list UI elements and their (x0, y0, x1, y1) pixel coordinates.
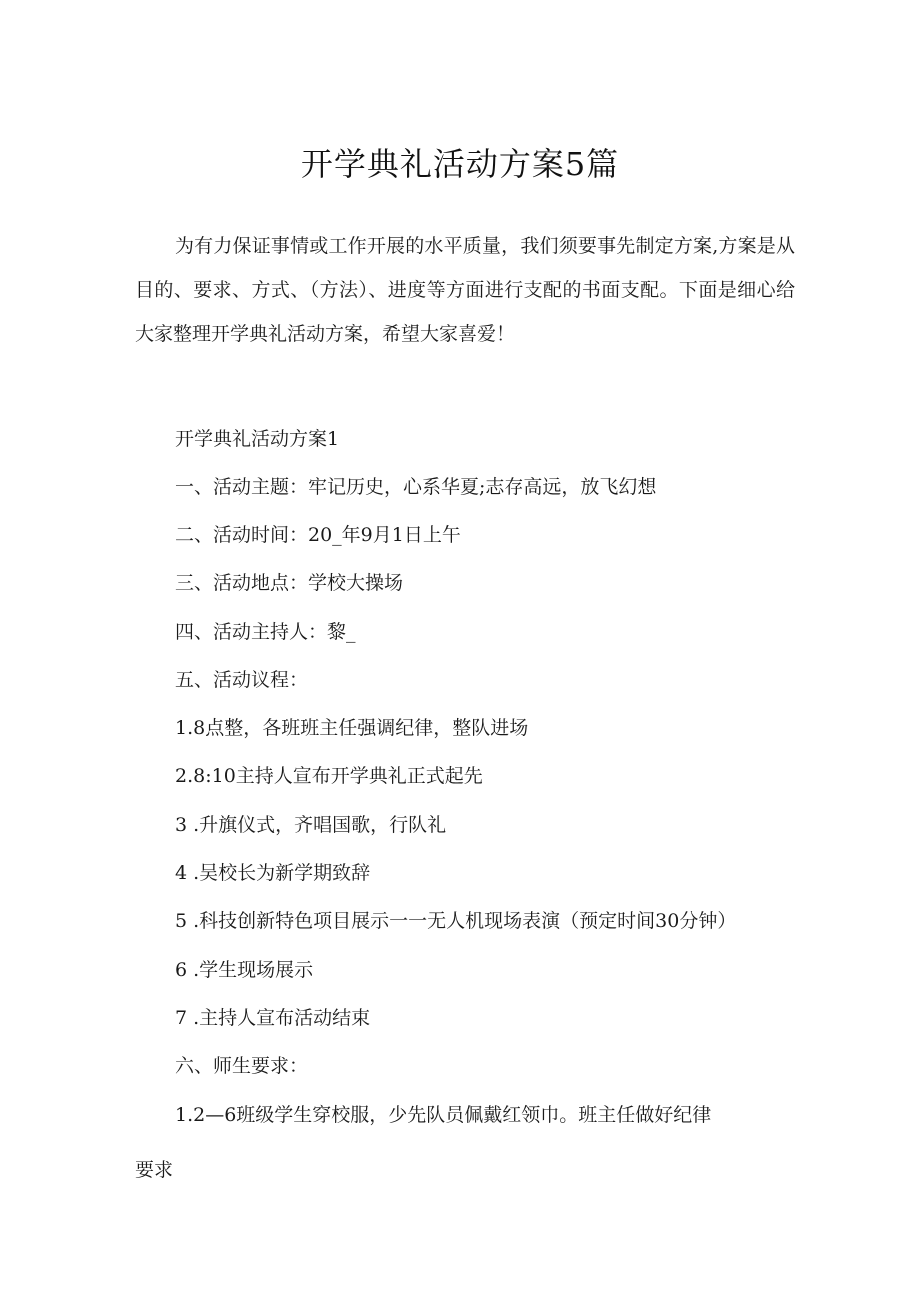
requirement-item-continuation: 要求 (135, 1159, 174, 1181)
agenda-item: 5 .科技创新特色项目展示一一无人机现场表演（预定时间30分钟） (175, 910, 737, 932)
agenda-item: 6 .学生现场展示 (175, 959, 314, 981)
agenda-item: 3 .升旗仪式，齐唱国歌，行队礼 (175, 814, 447, 836)
agenda-item: 1.8点整，各班班主任强调纪律，整队进场 (175, 717, 529, 739)
agenda-item: 2.8:10主持人宣布开学典礼正式起先 (175, 765, 483, 787)
agenda-item: 4 .吴校长为新学期致辞 (175, 862, 371, 884)
activity-location-line: 三、活动地点：学校大操场 (175, 572, 404, 594)
agenda-item: 7 .主持人宣布活动结束 (175, 1007, 371, 1029)
requirements-heading: 六、师生要求： (175, 1055, 309, 1077)
activity-host-line: 四、活动主持人：黎_ (175, 621, 356, 643)
intro-paragraph: 为有力保证事情或工作开展的水平质量，我们须要事先制定方案,方案是从目的、要求、方式、（方法）、进度等方面进行支配的书面支配。下面是细心给大家整理开学典礼活动方案，希望大家喜爱！ (135, 235, 795, 345)
section-heading: 开学典礼活动方案1 (175, 428, 340, 450)
document-title: 开学典礼活动方案5篇 (300, 145, 620, 183)
requirement-item: 1.2—6班级学生穿校服，少先队员佩戴红领巾。班主任做好纪律 (175, 1104, 712, 1126)
activity-theme-line: 一、活动主题：牢记历史，心系华夏;志存高远，放飞幻想 (175, 476, 657, 498)
activity-time-line: 二、活动时间：20_年9月1日上午 (175, 524, 461, 546)
agenda-heading: 五、活动议程： (175, 669, 309, 691)
